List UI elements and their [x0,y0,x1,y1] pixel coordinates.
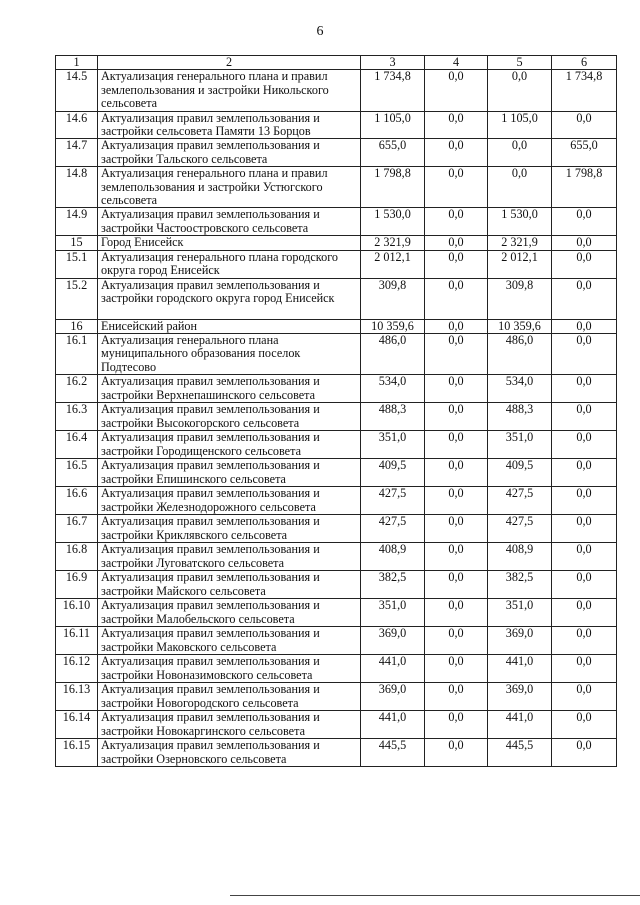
column-header: 2 [98,56,361,70]
row-col5: 408,9 [488,543,552,571]
row-name: Актуализация правил землепользования и застройки Городищенского сельсовета [98,431,361,459]
table-row [56,739,617,767]
row-number: 16.14 [56,711,98,739]
row-number: 16.10 [56,599,98,627]
row-total: 2 012,1 [361,250,425,278]
row-number: 16.2 [56,375,98,403]
table-row [56,683,617,711]
row-total: 445,5 [361,739,425,767]
row-col6: 0,0 [552,571,617,599]
row-number: 14.5 [56,70,98,111]
row-total: 427,5 [361,515,425,543]
table-row [56,278,617,319]
row-col5: 1 105,0 [488,111,552,139]
row-col6: 0,0 [552,683,617,711]
table-row [56,236,617,250]
row-total: 2 321,9 [361,236,425,250]
row-name: Актуализация правил землепользования и застройки Маковского сельсовета [98,627,361,655]
row-col4: 0,0 [425,111,488,139]
row-total: 369,0 [361,627,425,655]
row-number: 16.9 [56,571,98,599]
row-name: Актуализация генерального плана муниципального образования поселок Подтесово [98,333,361,374]
row-name: Актуализация правил землепользования и застройки Криклявского сельсовета [98,515,361,543]
budget-table [55,55,617,767]
row-total: 1 105,0 [361,111,425,139]
row-col5: 445,5 [488,739,552,767]
row-name: Актуализация правил землепользования и застройки Железнодорожного сельсовета [98,487,361,515]
row-total: 486,0 [361,333,425,374]
row-col6: 0,0 [552,333,617,374]
row-col6: 0,0 [552,543,617,571]
row-number: 16.11 [56,627,98,655]
row-col6: 0,0 [552,655,617,683]
table-row [56,487,617,515]
table-row [56,627,617,655]
row-col4: 0,0 [425,333,488,374]
table-row [56,431,617,459]
row-number: 14.6 [56,111,98,139]
row-total: 369,0 [361,683,425,711]
row-col4: 0,0 [425,431,488,459]
row-col4: 0,0 [425,543,488,571]
row-number: 16.6 [56,487,98,515]
row-col4: 0,0 [425,403,488,431]
row-col4: 0,0 [425,599,488,627]
row-number: 16.8 [56,543,98,571]
row-total: 441,0 [361,655,425,683]
row-col4: 0,0 [425,487,488,515]
table-header-row [56,56,617,70]
row-col5: 369,0 [488,683,552,711]
row-col4: 0,0 [425,70,488,111]
row-col5: 351,0 [488,599,552,627]
row-total: 409,5 [361,459,425,487]
table-row [56,250,617,278]
row-col4: 0,0 [425,459,488,487]
row-col6: 0,0 [552,319,617,333]
row-col5: 534,0 [488,375,552,403]
table-row [56,139,617,167]
row-col6: 1 798,8 [552,167,617,208]
row-total: 655,0 [361,139,425,167]
row-total: 441,0 [361,711,425,739]
row-col5: 382,5 [488,571,552,599]
row-col5: 2 321,9 [488,236,552,250]
row-col5: 0,0 [488,70,552,111]
table-row [56,459,617,487]
row-number: 16.13 [56,683,98,711]
row-col5: 441,0 [488,711,552,739]
row-total: 351,0 [361,431,425,459]
row-name: Актуализация генерального плана и правил землепользования и застройки Устюгского сельсовета [98,167,361,208]
table-body [56,70,617,767]
row-col5: 427,5 [488,515,552,543]
row-col6: 0,0 [552,487,617,515]
row-col6: 0,0 [552,599,617,627]
row-col4: 0,0 [425,319,488,333]
table-row [56,333,617,374]
table-row [56,111,617,139]
row-total: 408,9 [361,543,425,571]
row-col4: 0,0 [425,627,488,655]
table-row [56,70,617,111]
row-col4: 0,0 [425,250,488,278]
row-col6: 0,0 [552,111,617,139]
row-number: 16.5 [56,459,98,487]
row-number: 14.8 [56,167,98,208]
row-total: 488,3 [361,403,425,431]
row-number: 16.1 [56,333,98,374]
table-row [56,711,617,739]
footer-divider [230,895,640,896]
row-total: 1 734,8 [361,70,425,111]
row-name: Актуализация правил землепользования и застройки Частоостровского сельсовета [98,208,361,236]
row-total: 382,5 [361,571,425,599]
row-col6: 0,0 [552,403,617,431]
row-col5: 2 012,1 [488,250,552,278]
row-col4: 0,0 [425,139,488,167]
row-number: 14.9 [56,208,98,236]
row-name: Актуализация правил землепользования и застройки Луговатского сельсовета [98,543,361,571]
row-name: Актуализация правил землепользования и застройки Озерновского сельсовета [98,739,361,767]
row-name: Актуализация правил землепользования и застройки сельсовета Памяти 13 Борцов [98,111,361,139]
row-number: 16.12 [56,655,98,683]
column-header: 5 [488,56,552,70]
row-name: Актуализация генерального плана и правил землепользования и застройки Никольского сельсовета [98,70,361,111]
row-col5: 351,0 [488,431,552,459]
row-total: 1 530,0 [361,208,425,236]
column-header: 6 [552,56,617,70]
row-name: Актуализация правил землепользования и застройки городского округа город Енисейск [98,278,361,319]
row-col6: 0,0 [552,459,617,487]
table-row [56,403,617,431]
row-number: 16.15 [56,739,98,767]
row-col4: 0,0 [425,683,488,711]
row-col4: 0,0 [425,571,488,599]
row-number: 14.7 [56,139,98,167]
column-header: 4 [425,56,488,70]
row-col4: 0,0 [425,711,488,739]
row-name: Енисейский район [98,319,361,333]
row-name: Актуализация правил землепользования и застройки Малобельского сельсовета [98,599,361,627]
row-col5: 488,3 [488,403,552,431]
row-number: 16.3 [56,403,98,431]
row-col5: 486,0 [488,333,552,374]
row-col5: 1 530,0 [488,208,552,236]
row-name: Актуализация правил землепользования и застройки Майского сельсовета [98,571,361,599]
row-col4: 0,0 [425,375,488,403]
row-name: Актуализация генерального плана городского округа город Енисейск [98,250,361,278]
row-col6: 0,0 [552,375,617,403]
row-col6: 0,0 [552,208,617,236]
row-name: Актуализация правил землепользования и застройки Новогородского сельсовета [98,683,361,711]
table-row [56,599,617,627]
row-name: Актуализация правил землепользования и застройки Высокогорского сельсовета [98,403,361,431]
row-col6: 655,0 [552,139,617,167]
row-name: Актуализация правил землепользования и застройки Епишинского сельсовета [98,459,361,487]
row-name: Актуализация правил землепользования и застройки Тальского сельсовета [98,139,361,167]
row-col6: 0,0 [552,278,617,319]
row-col4: 0,0 [425,236,488,250]
row-total: 1 798,8 [361,167,425,208]
row-col4: 0,0 [425,739,488,767]
row-total: 309,8 [361,278,425,319]
table-row [56,543,617,571]
row-col4: 0,0 [425,208,488,236]
row-col4: 0,0 [425,167,488,208]
table-row [56,375,617,403]
column-header: 3 [361,56,425,70]
row-col5: 0,0 [488,167,552,208]
table-row [56,655,617,683]
row-total: 351,0 [361,599,425,627]
table-row [56,571,617,599]
row-col6: 0,0 [552,739,617,767]
row-col4: 0,0 [425,515,488,543]
row-col5: 0,0 [488,139,552,167]
table-row [56,515,617,543]
row-col6: 1 734,8 [552,70,617,111]
row-number: 16 [56,319,98,333]
table-row [56,167,617,208]
page-number: 6 [316,24,324,39]
row-col6: 0,0 [552,236,617,250]
column-header: 1 [56,56,98,70]
row-col5: 369,0 [488,627,552,655]
row-col5: 409,5 [488,459,552,487]
row-col4: 0,0 [425,278,488,319]
table-row [56,319,617,333]
row-col5: 309,8 [488,278,552,319]
row-total: 10 359,6 [361,319,425,333]
row-name: Актуализация правил землепользования и застройки Верхнепашинского сельсовета [98,375,361,403]
row-total: 534,0 [361,375,425,403]
row-col5: 10 359,6 [488,319,552,333]
row-name: Город Енисейск [98,236,361,250]
row-col6: 0,0 [552,250,617,278]
row-col6: 0,0 [552,711,617,739]
row-col5: 427,5 [488,487,552,515]
row-col6: 0,0 [552,627,617,655]
row-number: 15.2 [56,278,98,319]
row-name: Актуализация правил землепользования и застройки Новоназимовского сельсовета [98,655,361,683]
row-col6: 0,0 [552,515,617,543]
row-number: 16.4 [56,431,98,459]
row-name: Актуализация правил землепользования и застройки Новокаргинского сельсовета [98,711,361,739]
row-number: 15 [56,236,98,250]
row-total: 427,5 [361,487,425,515]
row-col5: 441,0 [488,655,552,683]
row-col6: 0,0 [552,431,617,459]
row-col4: 0,0 [425,655,488,683]
row-number: 16.7 [56,515,98,543]
table-row [56,208,617,236]
row-number: 15.1 [56,250,98,278]
